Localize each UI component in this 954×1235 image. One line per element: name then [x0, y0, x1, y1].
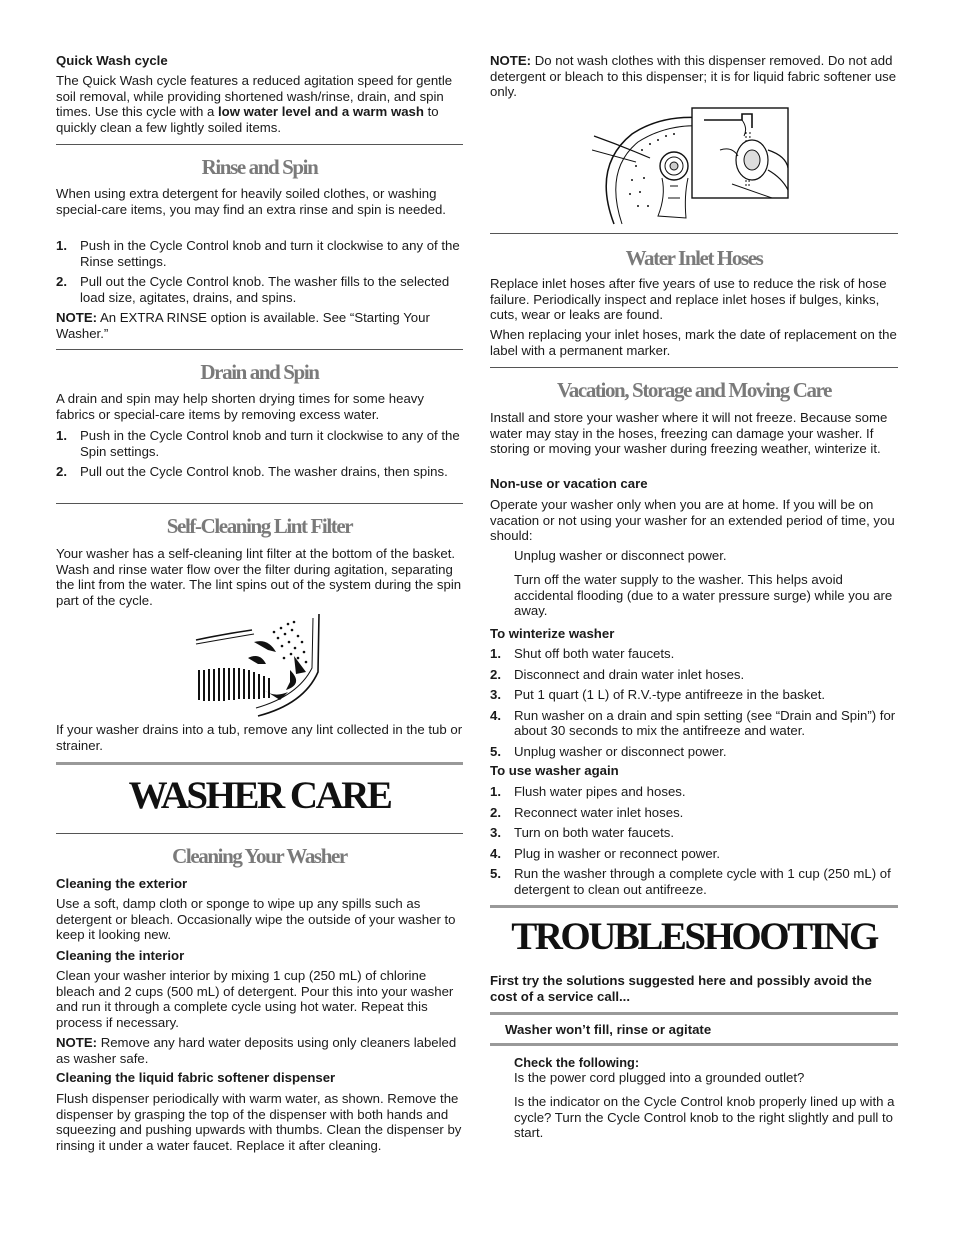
drain-spin-steps [56, 428, 463, 480]
list-item: 1. Flush water pipes and hoses. [490, 784, 686, 799]
cleaning-note: NOTE: Remove any hard water deposits using only cleaners labeled as washer safe. [56, 1035, 457, 1066]
list-item: 4. Plug in washer or reconnect power. [490, 845, 720, 861]
again-heading: To use washer again [490, 763, 619, 778]
list-item: 2. Pull out the Cycle Control knob. The washer drains, then spins. [56, 464, 448, 480]
exterior-heading: Cleaning the exterior [56, 876, 188, 891]
washer-care-title: WASHER CARE [128, 774, 391, 817]
inlet-hoses-title: Water Inlet Hoses [625, 246, 763, 270]
lint-filter-text: Your washer has a self-cleaning lint filter at the bottom of the basket. Wash and rinse water flow over the filter during agitation, separating the lint from the water. The lint spins out of the system during the spin part of the cycle. [56, 546, 462, 608]
list-item: 1. Push in the Cycle Control knob and turn it clockwise to any of the Rinse settings. [56, 238, 460, 269]
list-item: 1. Shut off both water faucets. [490, 646, 675, 661]
list-item: 2. Reconnect water inlet hoses. [490, 804, 684, 820]
dispenser-illustration [592, 106, 802, 226]
section-divider [56, 762, 463, 765]
winterize-heading: To winterize washer [490, 626, 615, 641]
list-item: 3. Put 1 quart (1 L) of R.V.-type antifreeze in the basket. [490, 687, 826, 703]
exterior-text: Use a soft, damp cloth or sponge to wipe up any spills such as detergent or bleach. Occasionally wipe the outside of your washer to keep it looking new. [56, 896, 456, 943]
problem-heading: Washer won’t fill, rinse or agitate [505, 1022, 712, 1037]
list-item: 2. Disconnect and drain water inlet hoses. [490, 666, 745, 682]
list-item: 5. Run the washer through a complete cycle with 1 cup (250 mL) of detergent to clean out antifreeze. [490, 866, 891, 897]
problem-divider-top [490, 1012, 898, 1015]
vacation-intro: Install and store your washer where it will not freeze. Because some water may stay in the hoses, freezing can damage your washer. If storing or moving your washer during freezing weather, winterize it. [490, 410, 888, 457]
troubleshooting-title: TROUBLESHOOTING [511, 915, 877, 958]
softener-text: Flush dispenser periodically with warm water, as shown. Remove the dispenser by grasping the top of the dispenser with both hands and squeezing and pushing upwards with thumbs. Clean the dispenser by rinsing it under a water faucet. Replace it after cleaning. [56, 1091, 462, 1153]
list-item: 4. Run washer on a drain and spin setting (see “Drain and Spin”) for about 30 seconds to mix the antifreeze and water. [490, 707, 896, 739]
again-steps [490, 784, 898, 898]
check-heading: Check the following: [514, 1055, 640, 1070]
rinse-spin-note: NOTE: An EXTRA RINSE option is available. See “Starting Your Washer.” [56, 310, 430, 341]
nonuse-item: Unplug washer or disconnect power. [514, 548, 727, 563]
quick-wash-heading: Quick Wash cycle [56, 53, 168, 68]
troubleshooting-intro: First try the solutions suggested here and possibly avoid the cost of a service call... [490, 973, 872, 1004]
nonuse-heading: Non-use or vacation care [490, 476, 648, 491]
divider [56, 144, 463, 145]
winterize-steps [490, 646, 898, 760]
divider [56, 349, 463, 350]
problem-divider-bottom [490, 1043, 898, 1046]
rinse-spin-intro: When using extra detergent for heavily soiled clothes, or washing special-care items, you may find an extra rinse and spin is needed. [56, 186, 446, 217]
quick-wash-text: The Quick Wash cycle features a reduced agitation speed for gentle soil removal, while providing shortened wash/rinse, drain, and spin times. Use this cycle with a low water level and a warm wash to quickly clean a few lightly soiled items. [56, 73, 453, 135]
list-item: 5. Unplug washer or disconnect power. [490, 743, 727, 759]
interior-text: Clean your washer interior by mixing 1 cup (250 mL) of chlorine bleach and 2 cups (500 mL) of detergent. Pour this into your washer and run it through a complete cycle using hot water. Repeat this process if necessary. [56, 968, 454, 1030]
lint-filter-after: If your washer drains into a tub, remove any lint collected in the tub or strainer. [56, 722, 463, 753]
nonuse-item: Turn off the water supply to the washer. This helps avoid accidental flooding (due to a water pressure surge) while you are away. [514, 572, 893, 619]
list-item: 2. Pull out the Cycle Control knob. The washer fills to the selected load size, agitates, drains, and spins. [56, 274, 450, 305]
softener-heading: Cleaning the liquid fabric softener dispenser [56, 1070, 336, 1085]
inlet-hoses-p2: When replacing your inlet hoses, mark the date of replacement on the label with a permanent marker. [490, 327, 897, 358]
list-item: 3. Turn on both water faucets. [490, 825, 675, 841]
interior-heading: Cleaning the interior [56, 948, 185, 963]
check-item: Is the power cord plugged into a grounded outlet? [514, 1070, 805, 1085]
vacation-title: Vacation, Storage and Moving Care [556, 378, 832, 402]
inlet-hoses-p1: Replace inlet hoses after five years of use to reduce the risk of hose failure. Periodically inspect and replace inlet hoses if bulges, kinks, cuts, wear or leaks are found. [490, 276, 887, 323]
divider [56, 833, 463, 834]
check-item: Is the indicator on the Cycle Control knob properly lined up with a cycle? Turn the Cycle Control knob to the right slightly and pull to start. [514, 1094, 895, 1141]
lint-filter-illustration [194, 612, 324, 720]
rinse-spin-title: Rinse and Spin [201, 155, 318, 179]
drain-spin-title: Drain and Spin [200, 360, 319, 384]
nonuse-text: Operate your washer only when you are at home. If you will be on vacation or not using your washer for an extended period of time, you should: [490, 497, 895, 544]
divider [56, 503, 463, 504]
divider [490, 367, 898, 368]
dispenser-note: NOTE: Do not wash clothes with this dispenser removed. Do not add detergent or bleach to this dispenser; it is for liquid fabric softener use only. [490, 53, 897, 100]
cleaning-title: Cleaning Your Washer [172, 844, 347, 868]
list-item: 1. Push in the Cycle Control knob and turn it clockwise to any of the Spin settings. [56, 428, 460, 459]
lint-filter-title: Self-Cleaning Lint Filter [166, 514, 353, 538]
divider [490, 233, 898, 234]
drain-spin-intro: A drain and spin may help shorten drying times for some heavy fabrics or special-care items by removing excess water. [56, 391, 424, 422]
rinse-spin-steps [56, 238, 463, 305]
section-divider [490, 905, 898, 908]
